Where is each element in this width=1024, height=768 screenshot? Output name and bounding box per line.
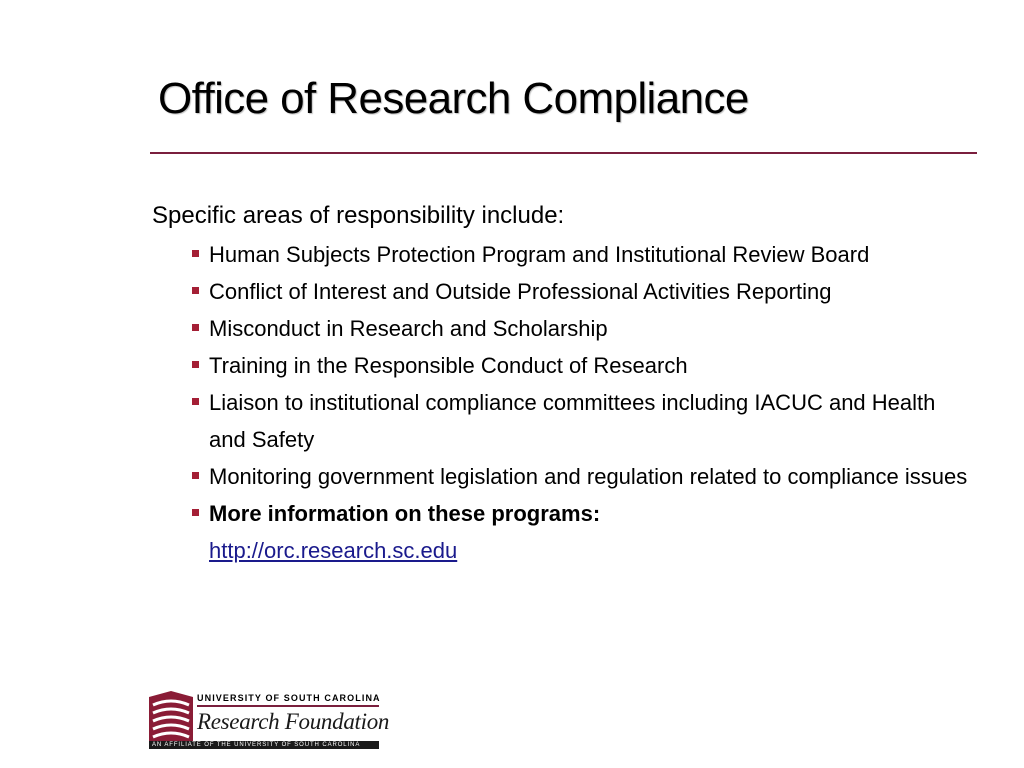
university-seal-icon: [149, 691, 193, 741]
square-bullet-icon: [192, 472, 199, 479]
slide-title: Office of Research Compliance: [158, 74, 749, 123]
more-info-label: More information on these programs:: [209, 501, 601, 526]
list-item-text: Training in the Responsible Conduct of Research: [209, 353, 688, 378]
logo-university-line: UNIVERSITY OF SOUTH CAROLINA: [197, 692, 379, 707]
list-item: [190, 347, 970, 384]
square-bullet-icon: [192, 250, 199, 257]
list-item: [190, 458, 970, 495]
square-bullet-icon: [192, 361, 199, 368]
square-bullet-icon: [192, 398, 199, 405]
list-item-text: Misconduct in Research and Scholarship: [209, 316, 608, 341]
title-divider: [150, 152, 977, 154]
list-item-more-info: [190, 495, 970, 569]
list-item: [190, 273, 970, 310]
orc-website-link[interactable]: http://orc.research.sc.edu: [209, 538, 458, 563]
list-item-text: Conflict of Interest and Outside Professional Activities Reporting: [209, 279, 832, 304]
list-item: [190, 310, 970, 347]
responsibility-list: [190, 236, 970, 569]
intro-text: Specific areas of responsibility include:: [152, 202, 565, 229]
research-foundation-logo: [149, 691, 390, 749]
square-bullet-icon: [192, 509, 199, 516]
square-bullet-icon: [192, 287, 199, 294]
logo-foundation-name: Research Foundation: [197, 709, 390, 734]
list-item-text: Liaison to institutional compliance committees including IACUC and Health and Safety: [209, 390, 936, 452]
square-bullet-icon: [192, 324, 199, 331]
list-item: [190, 384, 970, 458]
list-item-text: Monitoring government legislation and regulation related to compliance issues: [209, 464, 968, 489]
list-item-text: Human Subjects Protection Program and Institutional Review Board: [209, 242, 870, 267]
list-item: [190, 236, 970, 273]
logo-affiliate-line: AN AFFILIATE OF THE UNIVERSITY OF SOUTH CAROLINA: [149, 741, 379, 749]
